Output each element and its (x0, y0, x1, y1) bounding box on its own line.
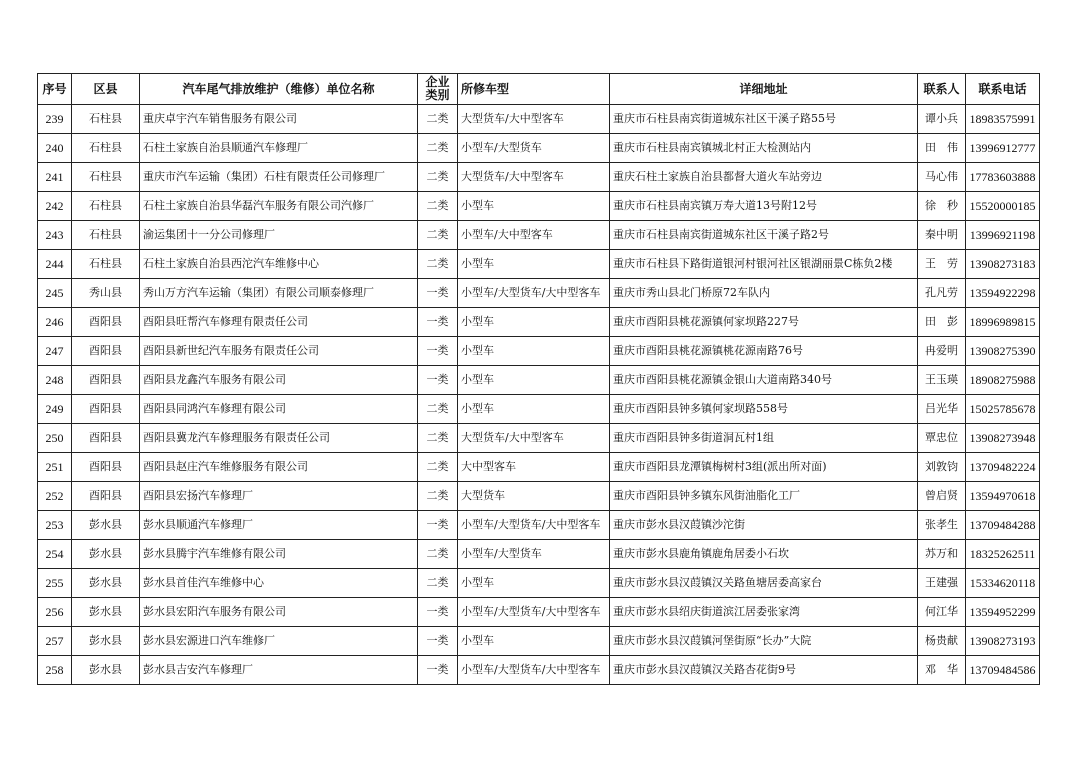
cell-vehicle-type: 小型车 (458, 308, 610, 337)
cell-contact: 何江华 (918, 598, 966, 627)
cell-unit-name: 酉阳县龙鑫汽车服务有限公司 (140, 366, 418, 395)
cell-district: 酉阳县 (72, 337, 140, 366)
cell-address: 重庆市石柱县南宾镇万寿大道13号附12号 (610, 192, 918, 221)
cell-contact: 邓 华 (918, 656, 966, 685)
cell-category: 一类 (418, 656, 458, 685)
cell-vehicle-type: 大型货车/大中型客车 (458, 105, 610, 134)
table-row (38, 250, 1040, 279)
cell-phone: 13908273183 (966, 250, 1040, 279)
cell-serial: 240 (38, 134, 72, 163)
cell-unit-name: 彭水县顺通汽车修理厂 (140, 511, 418, 540)
cell-phone: 15025785678 (966, 395, 1040, 424)
cell-contact: 覃忠位 (918, 424, 966, 453)
cell-vehicle-type: 小型车 (458, 337, 610, 366)
table-row (38, 163, 1040, 192)
cell-phone: 13996921198 (966, 221, 1040, 250)
cell-serial: 243 (38, 221, 72, 250)
cell-serial: 247 (38, 337, 72, 366)
cell-category: 一类 (418, 279, 458, 308)
cell-vehicle-type: 小型车 (458, 192, 610, 221)
header-phone: 联系电话 (966, 74, 1040, 105)
table-row (38, 366, 1040, 395)
cell-contact: 马心伟 (918, 163, 966, 192)
cell-vehicle-type: 小型车 (458, 627, 610, 656)
cell-vehicle-type: 小型车 (458, 569, 610, 598)
cell-address: 重庆市彭水县绍庆街道滨江居委张家湾 (610, 598, 918, 627)
cell-district: 彭水县 (72, 656, 140, 685)
sheet (37, 73, 1040, 685)
cell-district: 彭水县 (72, 598, 140, 627)
cell-phone: 18983575991 (966, 105, 1040, 134)
cell-district: 彭水县 (72, 540, 140, 569)
cell-vehicle-type: 大型货车/大中型客车 (458, 424, 610, 453)
cell-district: 石柱县 (72, 250, 140, 279)
table-row (38, 221, 1040, 250)
cell-serial: 256 (38, 598, 72, 627)
table-row (38, 105, 1040, 134)
cell-vehicle-type: 小型车/大型货车 (458, 134, 610, 163)
table-row (38, 627, 1040, 656)
cell-serial: 248 (38, 366, 72, 395)
cell-category: 二类 (418, 134, 458, 163)
cell-vehicle-type: 小型车/大型货车 (458, 540, 610, 569)
cell-unit-name: 酉阳县新世纪汽车服务有限责任公司 (140, 337, 418, 366)
cell-serial: 250 (38, 424, 72, 453)
cell-phone: 18325262511 (966, 540, 1040, 569)
table-row (38, 453, 1040, 482)
cell-address: 重庆市酉阳县桃花源镇金银山大道南路340号 (610, 366, 918, 395)
cell-district: 酉阳县 (72, 395, 140, 424)
header-category: 企业 类别 (418, 74, 458, 105)
cell-unit-name: 酉阳县宏扬汽车修理厂 (140, 482, 418, 511)
cell-category: 一类 (418, 308, 458, 337)
cell-address: 重庆市酉阳县龙潭镇梅树村3组(派出所对面) (610, 453, 918, 482)
cell-district: 酉阳县 (72, 366, 140, 395)
cell-district: 石柱县 (72, 192, 140, 221)
cell-unit-name: 酉阳县旺帮汽车修理有限责任公司 (140, 308, 418, 337)
cell-vehicle-type: 小型车/大型货车/大中型客车 (458, 279, 610, 308)
cell-contact: 苏万和 (918, 540, 966, 569)
table-row (38, 279, 1040, 308)
cell-contact: 杨贵献 (918, 627, 966, 656)
cell-district: 酉阳县 (72, 308, 140, 337)
cell-category: 二类 (418, 221, 458, 250)
cell-address: 重庆石柱土家族自治县都督大道火车站旁边 (610, 163, 918, 192)
cell-contact: 王建强 (918, 569, 966, 598)
cell-serial: 246 (38, 308, 72, 337)
cell-contact: 王 劳 (918, 250, 966, 279)
cell-category: 二类 (418, 424, 458, 453)
cell-district: 彭水县 (72, 569, 140, 598)
cell-category: 二类 (418, 569, 458, 598)
cell-contact: 秦中明 (918, 221, 966, 250)
cell-category: 二类 (418, 105, 458, 134)
cell-serial: 257 (38, 627, 72, 656)
cell-serial: 252 (38, 482, 72, 511)
cell-category: 二类 (418, 482, 458, 511)
header-district: 区县 (72, 74, 140, 105)
cell-vehicle-type: 大中型客车 (458, 453, 610, 482)
cell-serial: 254 (38, 540, 72, 569)
repair-shop-table (37, 73, 1040, 685)
cell-phone: 13709484586 (966, 656, 1040, 685)
cell-unit-name: 重庆卓宇汽车销售服务有限公司 (140, 105, 418, 134)
cell-phone: 13908273193 (966, 627, 1040, 656)
table-row (38, 395, 1040, 424)
table-row (38, 540, 1040, 569)
table-row (38, 308, 1040, 337)
cell-contact: 徐 秒 (918, 192, 966, 221)
header-unit-name: 汽车尾气排放维护（维修）单位名称 (140, 74, 418, 105)
table-row (38, 569, 1040, 598)
table-row (38, 482, 1040, 511)
cell-district: 秀山县 (72, 279, 140, 308)
cell-phone: 15334620118 (966, 569, 1040, 598)
cell-serial: 251 (38, 453, 72, 482)
cell-address: 重庆市石柱县南宾街道城东社区干溪子路2号 (610, 221, 918, 250)
header-vehicle-type: 所修车型 (458, 74, 610, 105)
cell-address: 重庆市石柱县下路街道银河村银河社区银湖丽景C栋负2楼 (610, 250, 918, 279)
cell-address: 重庆市彭水县汉葭镇河堡街原“长办”大院 (610, 627, 918, 656)
header-contact: 联系人 (918, 74, 966, 105)
cell-serial: 253 (38, 511, 72, 540)
cell-serial: 244 (38, 250, 72, 279)
cell-district: 石柱县 (72, 163, 140, 192)
table-row (38, 192, 1040, 221)
cell-unit-name: 彭水县宏源进口汽车维修厂 (140, 627, 418, 656)
header-row (38, 74, 1040, 105)
cell-contact: 田 伟 (918, 134, 966, 163)
cell-phone: 13594952299 (966, 598, 1040, 627)
cell-contact: 张孝生 (918, 511, 966, 540)
cell-unit-name: 石柱土家族自治县顺通汽车修理厂 (140, 134, 418, 163)
cell-phone: 13908273948 (966, 424, 1040, 453)
cell-unit-name: 彭水县腾宇汽车维修有限公司 (140, 540, 418, 569)
cell-phone: 15520000185 (966, 192, 1040, 221)
cell-contact: 冉爱明 (918, 337, 966, 366)
cell-category: 二类 (418, 250, 458, 279)
cell-address: 重庆市石柱县南宾镇城北村正大检测站内 (610, 134, 918, 163)
cell-contact: 谭小兵 (918, 105, 966, 134)
cell-unit-name: 石柱土家族自治县华磊汽车服务有限公司汽修厂 (140, 192, 418, 221)
cell-phone: 17783603888 (966, 163, 1040, 192)
cell-address: 重庆市彭水县汉葭镇汉关路杏花街9号 (610, 656, 918, 685)
cell-address: 重庆市秀山县北门桥原72车队内 (610, 279, 918, 308)
cell-category: 二类 (418, 395, 458, 424)
cell-address: 重庆市酉阳县桃花源镇桃花源南路76号 (610, 337, 918, 366)
cell-phone: 13594970618 (966, 482, 1040, 511)
cell-vehicle-type: 小型车/大型货车/大中型客车 (458, 656, 610, 685)
cell-contact: 刘敦钧 (918, 453, 966, 482)
cell-vehicle-type: 小型车 (458, 250, 610, 279)
table-row (38, 134, 1040, 163)
cell-phone: 18996989815 (966, 308, 1040, 337)
table-row (38, 337, 1040, 366)
cell-category: 一类 (418, 511, 458, 540)
cell-address: 重庆市酉阳县桃花源镇何家坝路227号 (610, 308, 918, 337)
cell-district: 彭水县 (72, 627, 140, 656)
header-serial: 序号 (38, 74, 72, 105)
cell-unit-name: 酉阳县冀龙汽车修理服务有限责任公司 (140, 424, 418, 453)
cell-category: 二类 (418, 163, 458, 192)
cell-serial: 249 (38, 395, 72, 424)
cell-address: 重庆市酉阳县钟多街道洞瓦村1组 (610, 424, 918, 453)
cell-vehicle-type: 大型货车 (458, 482, 610, 511)
cell-address: 重庆市彭水县汉葭镇汉关路鱼塘居委高家台 (610, 569, 918, 598)
cell-phone: 13996912777 (966, 134, 1040, 163)
cell-contact: 孔凡劳 (918, 279, 966, 308)
cell-vehicle-type: 小型车 (458, 395, 610, 424)
cell-category: 二类 (418, 453, 458, 482)
cell-category: 一类 (418, 337, 458, 366)
cell-contact: 王玉瑛 (918, 366, 966, 395)
cell-address: 重庆市酉阳县钟多镇东风街油脂化工厂 (610, 482, 918, 511)
cell-district: 石柱县 (72, 134, 140, 163)
cell-address: 重庆市彭水县鹿角镇鹿角居委小石坎 (610, 540, 918, 569)
cell-unit-name: 彭水县宏阳汽车服务有限公司 (140, 598, 418, 627)
cell-unit-name: 渝运集团十一分公司修理厂 (140, 221, 418, 250)
cell-phone: 13908275390 (966, 337, 1040, 366)
cell-address: 重庆市石柱县南宾街道城东社区干溪子路55号 (610, 105, 918, 134)
cell-phone: 13594922298 (966, 279, 1040, 308)
table-row (38, 598, 1040, 627)
cell-serial: 242 (38, 192, 72, 221)
cell-unit-name: 酉阳县赵庄汽车维修服务有限公司 (140, 453, 418, 482)
cell-serial: 239 (38, 105, 72, 134)
cell-unit-name: 石柱土家族自治县西沱汽车维修中心 (140, 250, 418, 279)
cell-phone: 13709482224 (966, 453, 1040, 482)
cell-district: 酉阳县 (72, 453, 140, 482)
cell-serial: 258 (38, 656, 72, 685)
cell-serial: 241 (38, 163, 72, 192)
cell-unit-name: 彭水县吉安汽车修理厂 (140, 656, 418, 685)
cell-category: 二类 (418, 540, 458, 569)
cell-district: 酉阳县 (72, 482, 140, 511)
cell-phone: 18908275988 (966, 366, 1040, 395)
cell-vehicle-type: 小型车/大型货车/大中型客车 (458, 511, 610, 540)
cell-vehicle-type: 小型车/大中型客车 (458, 221, 610, 250)
cell-contact: 吕光华 (918, 395, 966, 424)
cell-contact: 曾启贤 (918, 482, 966, 511)
cell-phone: 13709484288 (966, 511, 1040, 540)
cell-district: 酉阳县 (72, 424, 140, 453)
table-row (38, 656, 1040, 685)
cell-serial: 245 (38, 279, 72, 308)
cell-vehicle-type: 小型车 (458, 366, 610, 395)
table-row (38, 424, 1040, 453)
cell-vehicle-type: 小型车/大型货车/大中型客车 (458, 598, 610, 627)
cell-category: 一类 (418, 627, 458, 656)
cell-district: 彭水县 (72, 511, 140, 540)
cell-category: 二类 (418, 192, 458, 221)
cell-category: 一类 (418, 598, 458, 627)
cell-district: 石柱县 (72, 221, 140, 250)
cell-unit-name: 秀山万方汽车运输（集团）有限公司顺泰修理厂 (140, 279, 418, 308)
cell-unit-name: 酉阳县同鸿汽车修理有限公司 (140, 395, 418, 424)
cell-address: 重庆市彭水县汉葭镇沙沱街 (610, 511, 918, 540)
cell-address: 重庆市酉阳县钟多镇何家坝路558号 (610, 395, 918, 424)
header-address: 详细地址 (610, 74, 918, 105)
table-row (38, 511, 1040, 540)
cell-vehicle-type: 大型货车/大中型客车 (458, 163, 610, 192)
cell-contact: 田 彭 (918, 308, 966, 337)
cell-district: 石柱县 (72, 105, 140, 134)
cell-serial: 255 (38, 569, 72, 598)
cell-unit-name: 彭水县首佳汽车维修中心 (140, 569, 418, 598)
cell-unit-name: 重庆市汽车运输（集团）石柱有限责任公司修理厂 (140, 163, 418, 192)
cell-category: 一类 (418, 366, 458, 395)
